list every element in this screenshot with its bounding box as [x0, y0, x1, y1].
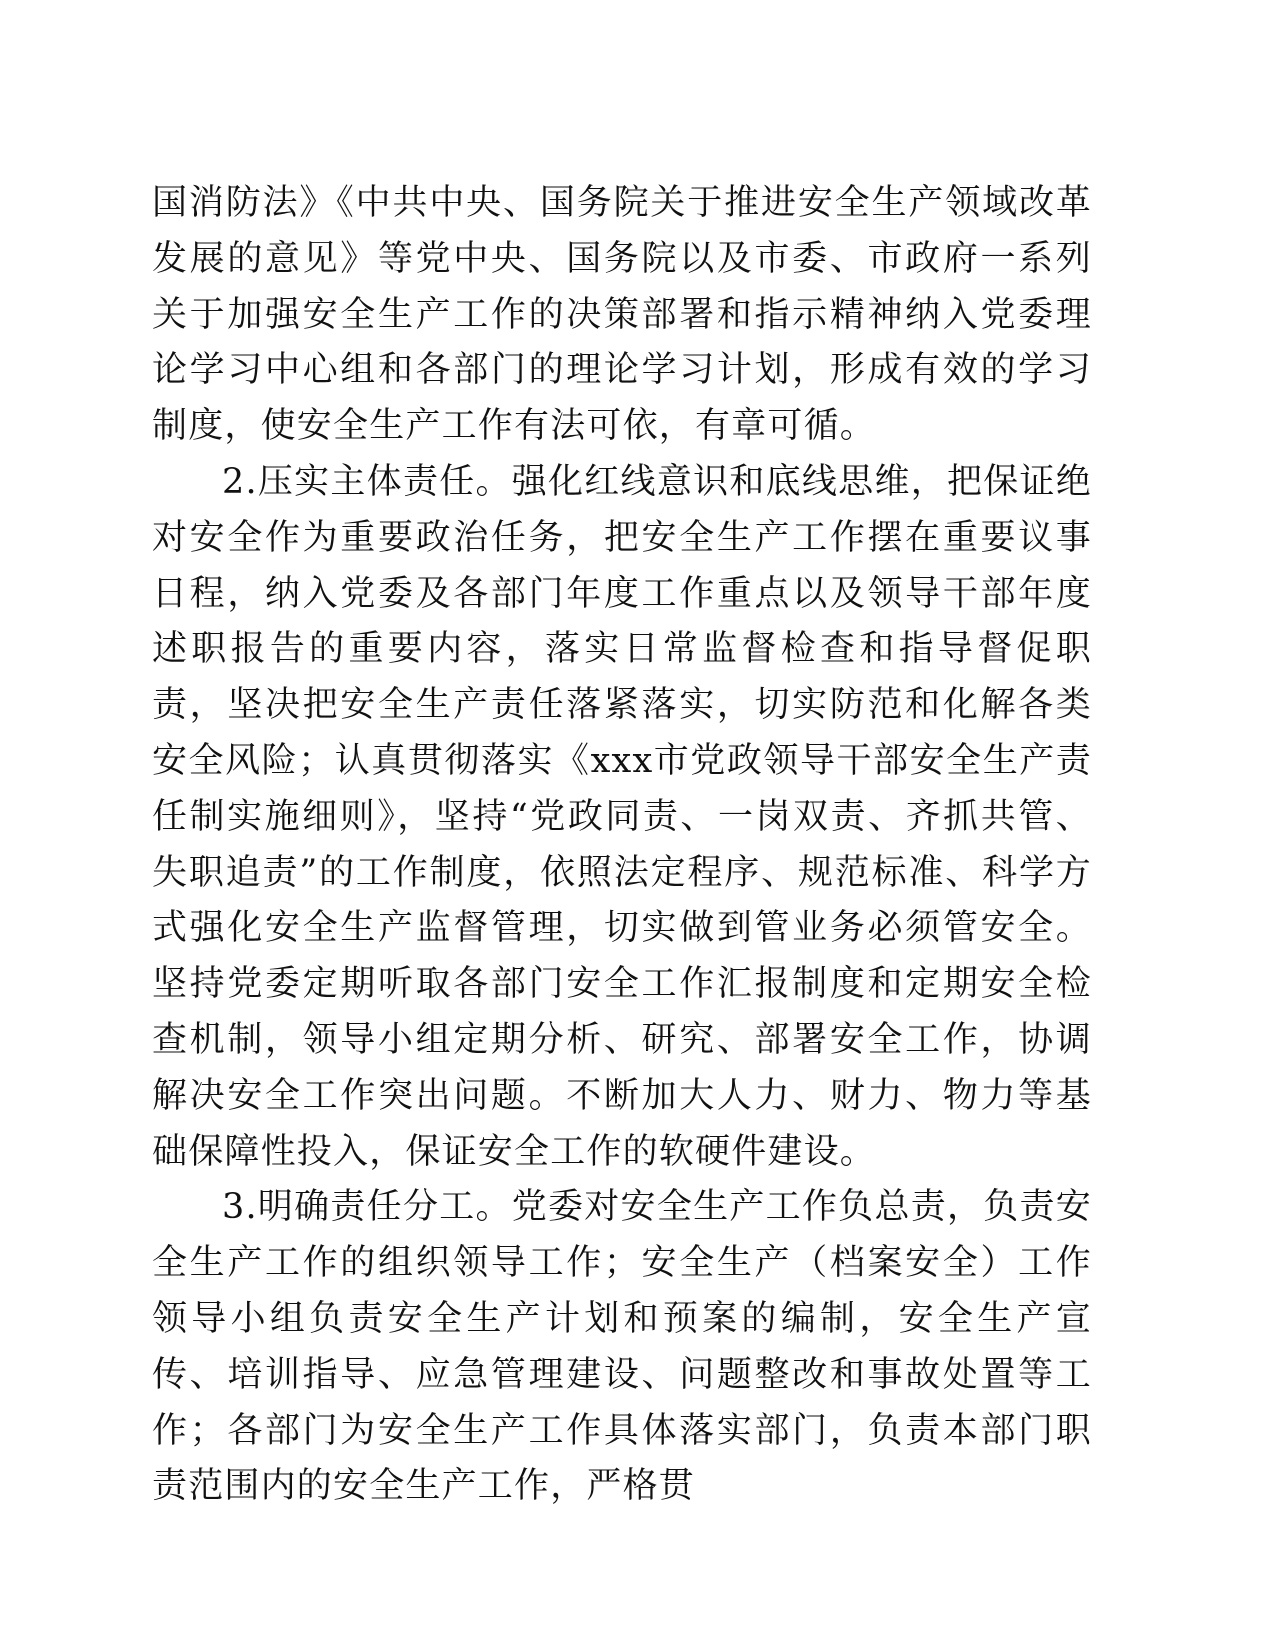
paragraph-continuation: 国消防法》《中共中央、国务院关于推进安全生产领域改革发展的意见》等党中央、国务院以及市委、市政府一系列关于加强安全生产工作的决策部署和指示精神纳入党委理论学习中心组和各部门的理论学习计划，形成有效的学习制度，使安全生产工作有法可依，有章可循。	[152, 183, 1092, 447]
document-body	[152, 176, 1092, 1515]
paragraph-item-3: 3.明确责任分工。党委对安全生产工作负总责，负责安全生产工作的组织领导工作；安全生产（档案安全）工作领导小组负责安全生产计划和预案的编制，安全生产宣传、培训指导、应急管理建设、问题整改和事故处置等工作；各部门为安全生产工作具体落实部门，负责本部门职责范围内的安全生产工作，严格贯	[152, 1187, 1092, 1507]
paragraph-item-2: 2.压实主体责任。强化红线意识和底线思维，把保证绝对安全作为重要政治任务，把安全生产工作摆在重要议事日程，纳入党委及各部门年度工作重点以及领导干部年度述职报告的重要内容，落实日常监督检查和指导督促职责，坚决把安全生产责任落紧落实，切实防范和化解各类安全风险；认真贯彻落实《xxx市党政领导干部安全生产责任制实施细则》，坚持“党政同责、一岗双责、齐抓共管、失职追责”的工作制度，依照法定程序、规范标准、科学方式强化安全生产监督管理，切实做到管业务必须管安全。坚持党委定期听取各部门安全工作汇报制度和定期安全检查机制，领导小组定期分析、研究、部署安全工作，协调解决安全工作突出问题。不断加大人力、财力、物力等基础保障性投入，保证安全工作的软硬件建设。	[152, 461, 1092, 1172]
